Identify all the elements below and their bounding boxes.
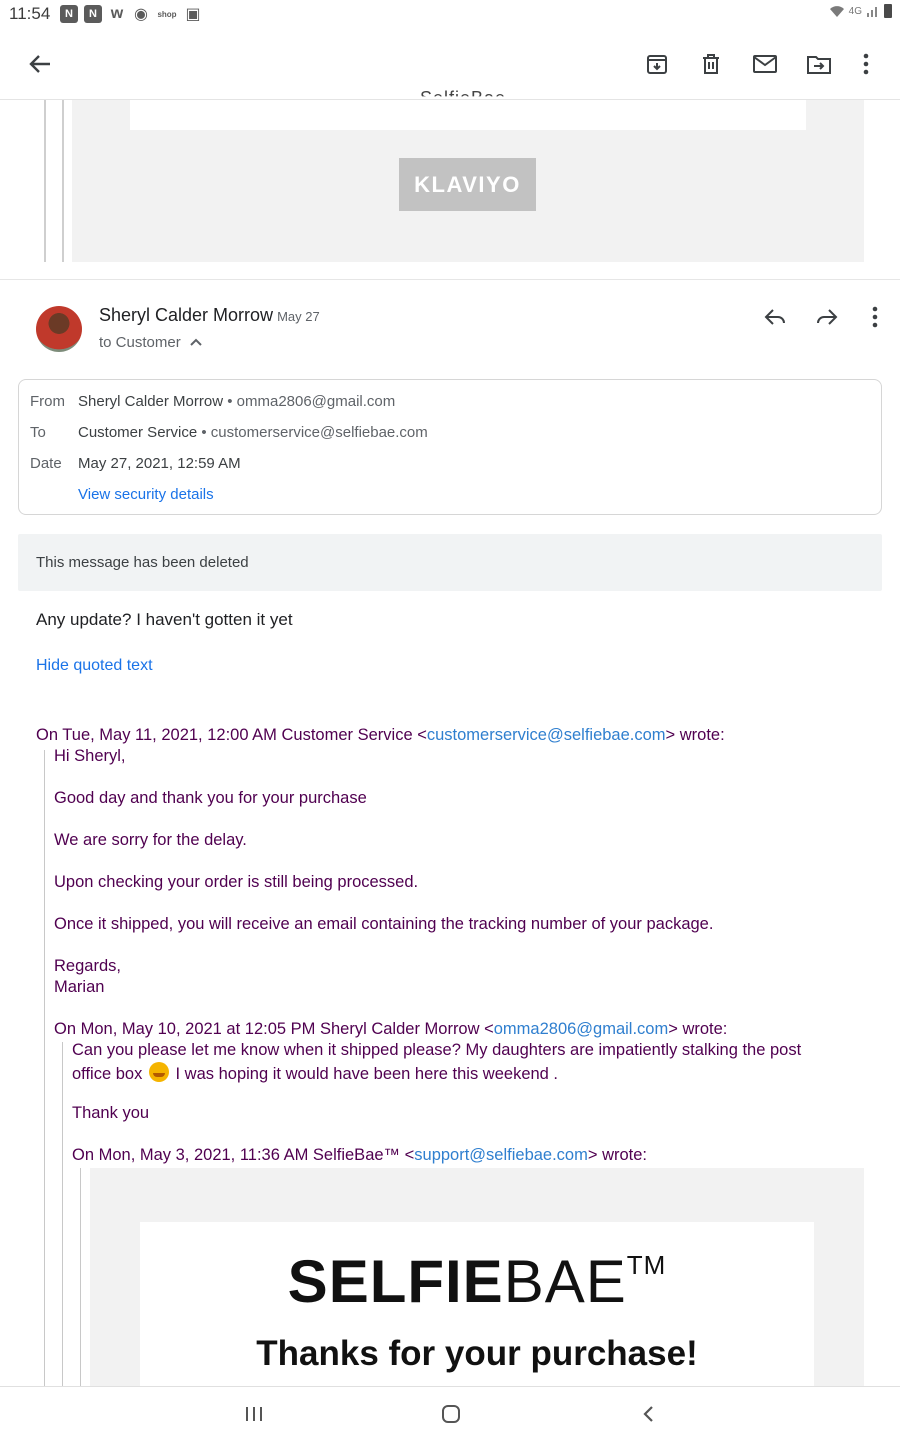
quote-line-text: [72, 1062, 558, 1084]
archive-icon[interactable]: [641, 48, 673, 80]
quote-line: [62, 1042, 63, 1390]
quote-line: [44, 750, 45, 1390]
mark-unread-icon[interactable]: [749, 48, 781, 80]
quote-line-text: Thank you: [72, 1104, 150, 1122]
view-security-details-link[interactable]: View security details: [78, 486, 214, 503]
quote-line-part: I was hoping it would have been here this weekend .: [175, 1065, 559, 1083]
n-app-icon: N: [60, 5, 78, 23]
quote-header-3-suffix: > wrote:: [587, 1146, 648, 1164]
to-value: Customer Service • customerservice@selfiebae.com: [78, 424, 428, 441]
quote-header-3-prefix: On Mon, May 3, 2021, 11:36 AM SelfieBae™ <: [72, 1146, 415, 1164]
quote-header-2-suffix: > wrote:: [668, 1020, 728, 1038]
quote-line-text: Marian: [54, 978, 105, 996]
to-label: To: [30, 424, 46, 441]
security-row: [78, 486, 214, 503]
quote-header-2: [54, 1020, 727, 1039]
hide-quoted-text-link[interactable]: Hide quoted text: [36, 657, 153, 674]
klaviyo-logo[interactable]: KLAVIYO: [399, 158, 536, 211]
date-label: Date: [30, 455, 62, 472]
message-body: Any update? I haven't gotten it yet: [36, 610, 293, 629]
quote-line-text: Once it shipped, you will receive an email containing the tracking number of your package.: [54, 915, 714, 933]
signal-icon: [866, 4, 880, 18]
previous-email-inner: [130, 100, 806, 130]
from-name: Sheryl Calder Morrow: [78, 393, 224, 410]
avatar[interactable]: [36, 306, 82, 352]
w-app-icon: w: [110, 5, 124, 22]
quote-line: [80, 1168, 81, 1390]
from-email[interactable]: omma2806@gmail.com: [236, 393, 396, 410]
quote-header-3: [72, 1146, 647, 1165]
selfiebae-email-inner: [140, 1222, 814, 1390]
from-row: [30, 393, 395, 410]
more-vert-icon[interactable]: [850, 48, 882, 80]
recent-apps-icon[interactable]: [239, 1399, 269, 1429]
sender-header[interactable]: [99, 305, 320, 326]
to-name: Customer Service: [78, 424, 198, 441]
status-bar: [0, 0, 900, 28]
from-label: From: [30, 393, 65, 410]
quote-header-1-email[interactable]: customerservice@selfiebae.com: [426, 726, 666, 744]
status-right: [829, 4, 892, 18]
quote-header-1-suffix: > wrote:: [665, 726, 725, 744]
wifi-icon: [829, 4, 845, 18]
quote-header-3-email[interactable]: support@selfiebae.com: [414, 1146, 588, 1164]
to-email[interactable]: customerservice@selfiebae.com: [210, 424, 428, 441]
status-time: 11:54: [9, 4, 51, 23]
n-app-icon: N: [84, 5, 102, 23]
smiling-face-with-hearts-icon: [149, 1062, 169, 1082]
logo-thin: BAE: [503, 1248, 627, 1315]
quote-line-part: office box: [72, 1065, 143, 1083]
gallery-icon: ▣: [185, 6, 201, 23]
quote-header-2-prefix: On Mon, May 10, 2021 at 12:05 PM Sheryl Calder Morrow <: [54, 1020, 494, 1038]
from-value: Sheryl Calder Morrow • omma2806@gmail.com: [78, 393, 396, 410]
quote-header-1: [36, 726, 725, 745]
logo-bold: SELFIE: [287, 1248, 504, 1315]
quote-line-text: We are sorry for the delay.: [54, 831, 247, 849]
recipient-summary[interactable]: [99, 334, 203, 351]
message-details: [18, 379, 882, 515]
quote-header-1-prefix: On Tue, May 11, 2021, 12:00 AM Customer Service <: [36, 726, 427, 744]
message-more-icon[interactable]: [860, 302, 890, 332]
quote-header-2-email[interactable]: omma2806@gmail.com: [493, 1020, 669, 1038]
quote-line-text: Upon checking your order is still being processed.: [54, 873, 419, 891]
delete-icon[interactable]: [695, 48, 727, 80]
quote-line-text: Can you please let me know when it shipped please? My daughters are impatiently stalking the post: [72, 1041, 802, 1059]
quote-line-text: Good day and thank you for your purchase: [54, 789, 367, 807]
chevron-up-icon: [189, 337, 203, 347]
forward-icon[interactable]: [812, 302, 842, 332]
messenger-icon: ◉: [134, 6, 148, 23]
quote-line: [44, 100, 46, 262]
to-summary: to Customer: [99, 334, 181, 351]
shop-icon: shop: [157, 9, 177, 19]
move-to-icon[interactable]: [803, 48, 835, 80]
network-label: 4G: [848, 5, 862, 17]
home-icon[interactable]: [436, 1399, 466, 1429]
date-value: May 27, 2021, 12:59 AM: [78, 455, 241, 472]
deleted-banner-text: This message has been deleted: [36, 554, 249, 571]
quote-line: [62, 100, 64, 262]
quote-line-text: Hi Sheryl,: [54, 747, 126, 765]
deleted-banner: [18, 534, 882, 591]
back-arrow-icon[interactable]: [24, 48, 56, 80]
selfiebae-logo[interactable]: [140, 1248, 814, 1315]
date-row: [30, 455, 241, 472]
to-row: [30, 424, 428, 441]
battery-icon: [884, 4, 892, 18]
nav-back-icon[interactable]: [633, 1399, 663, 1429]
notification-icons: [60, 5, 202, 23]
thanks-heading: Thanks for your purchase!: [256, 1334, 698, 1373]
reply-icon[interactable]: [760, 302, 790, 332]
system-nav-bar: [0, 1386, 900, 1440]
message-date: May 27: [277, 309, 320, 324]
quote-line-text: Regards,: [54, 957, 121, 975]
sender-name: Sheryl Calder Morrow: [99, 305, 274, 325]
logo-tm: TM: [626, 1250, 667, 1280]
